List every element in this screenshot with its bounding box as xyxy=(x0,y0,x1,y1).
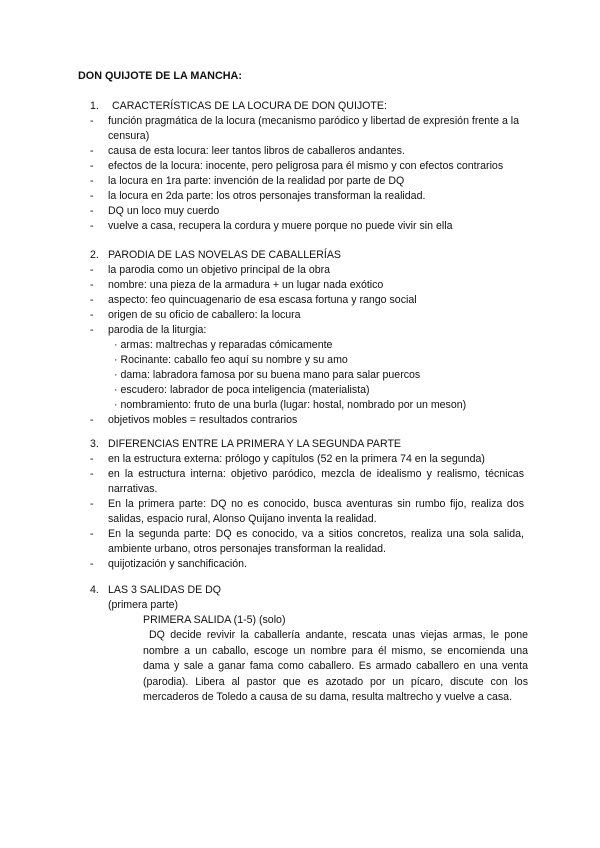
section-4 xyxy=(0,583,600,706)
list-item: - objetivos mobles = resultados contrarios xyxy=(90,414,298,426)
sub-item: · armas: maltrechas y reparadas cómicamente xyxy=(114,339,333,351)
list-item: - la locura en 2da parte: los otros personajes transforman la realidad. xyxy=(90,190,426,202)
sub-item: · Rocinante: caballo feo aquí su nombre y su amo xyxy=(114,354,348,366)
sub-item: · dama: labradora famosa por su buena mano para salar puercos xyxy=(114,369,421,381)
document-title: DON QUIJOTE DE LA MANCHA: xyxy=(78,70,242,82)
section-heading: LAS 3 SALIDAS DE DQ xyxy=(108,584,222,596)
list-item: - aspecto: feo quincuagenario de esa escasa fortuna y rango social xyxy=(90,294,417,306)
list-item: - la parodia como un objetivo principal de la obra xyxy=(90,264,331,276)
section-number: 4. xyxy=(90,584,99,596)
list-item: - la locura en 1ra parte: invención de la realidad por parte de DQ xyxy=(90,175,405,187)
list-item: - en la estructura interna: objetivo paródico, mezcla de idealismo y realismo, técnicas narrativas. xyxy=(90,468,524,495)
section-2 xyxy=(0,248,600,428)
list-item: - nombre: una pieza de la armadura + un lugar nada exótico xyxy=(90,279,384,291)
section-heading: CARACTERÍSTICAS DE LA LOCURA DE DON QUIJOTE: xyxy=(112,100,387,112)
section-number: 1. xyxy=(90,100,99,112)
list-item: - causa de esta locura: leer tantos libros de caballeros andantes. xyxy=(90,145,405,157)
section-subtitle: (primera parte) xyxy=(108,599,179,611)
list-item: - en la estructura externa: prólogo y capítulos (52 en la primera 74 en la segunda) xyxy=(90,453,485,465)
section-3 xyxy=(0,437,600,572)
list-item: - efectos de la locura: inocente, pero peligrosa para él mismo y con efectos contrarios xyxy=(90,160,504,172)
subsection-heading: PRIMERA SALIDA (1-5) (solo) xyxy=(143,614,286,626)
list-item: - origen de su oficio de caballero: la locura xyxy=(90,309,301,321)
body-paragraph: DQ decide revivir la caballería andante, rescata unas viejas armas, le pone nombre a un caballo, escoge un nombre para él mismo, se encomienda una dama y sale a ganar fama como caballero. Es armado caballero en una venta (parodia). Libera al pastor que es azotado por un pícaro, discute con los mercaderos de Toledo a causa de su dama, resulta maltrecho y vuelve a casa. xyxy=(143,629,528,703)
section-heading: PARODIA DE LAS NOVELAS DE CABALLERÍAS xyxy=(108,249,341,261)
section-heading: DIFERENCIAS ENTRE LA PRIMERA Y LA SEGUNDA PARTE xyxy=(108,438,401,450)
section-1 xyxy=(0,99,600,234)
section-number: 3. xyxy=(90,438,99,450)
section-number: 2. xyxy=(90,249,99,261)
list-item: - función pragmática de la locura (mecanismo paródico y libertad de expresión frente a la censura) xyxy=(90,115,520,142)
list-item: - DQ un loco muy cuerdo xyxy=(90,205,220,217)
list-item: - vuelve a casa, recupera la cordura y muere porque no puede vivir sin ella xyxy=(90,220,453,232)
sub-item: · nombramiento: fruto de una burla (lugar: hostal, nombrado por un meson) xyxy=(114,399,467,411)
list-item: - quijotización y sanchificación. xyxy=(90,558,247,570)
list-item: - parodia de la liturgia: xyxy=(90,324,207,336)
sub-item: · escudero: labrador de poca inteligencia (materialista) xyxy=(114,384,370,396)
list-item: - En la segunda parte: DQ es conocido, va a sitios concretos, realiza una sola salida, ambiente urbano, otros personajes transforman la realidad. xyxy=(90,528,524,555)
list-item: - En la primera parte: DQ no es conocido, busca aventuras sin rumbo fijo, realiza dos salidas, espacio rural, Alonso Quijano inventa la realidad. xyxy=(90,498,524,525)
